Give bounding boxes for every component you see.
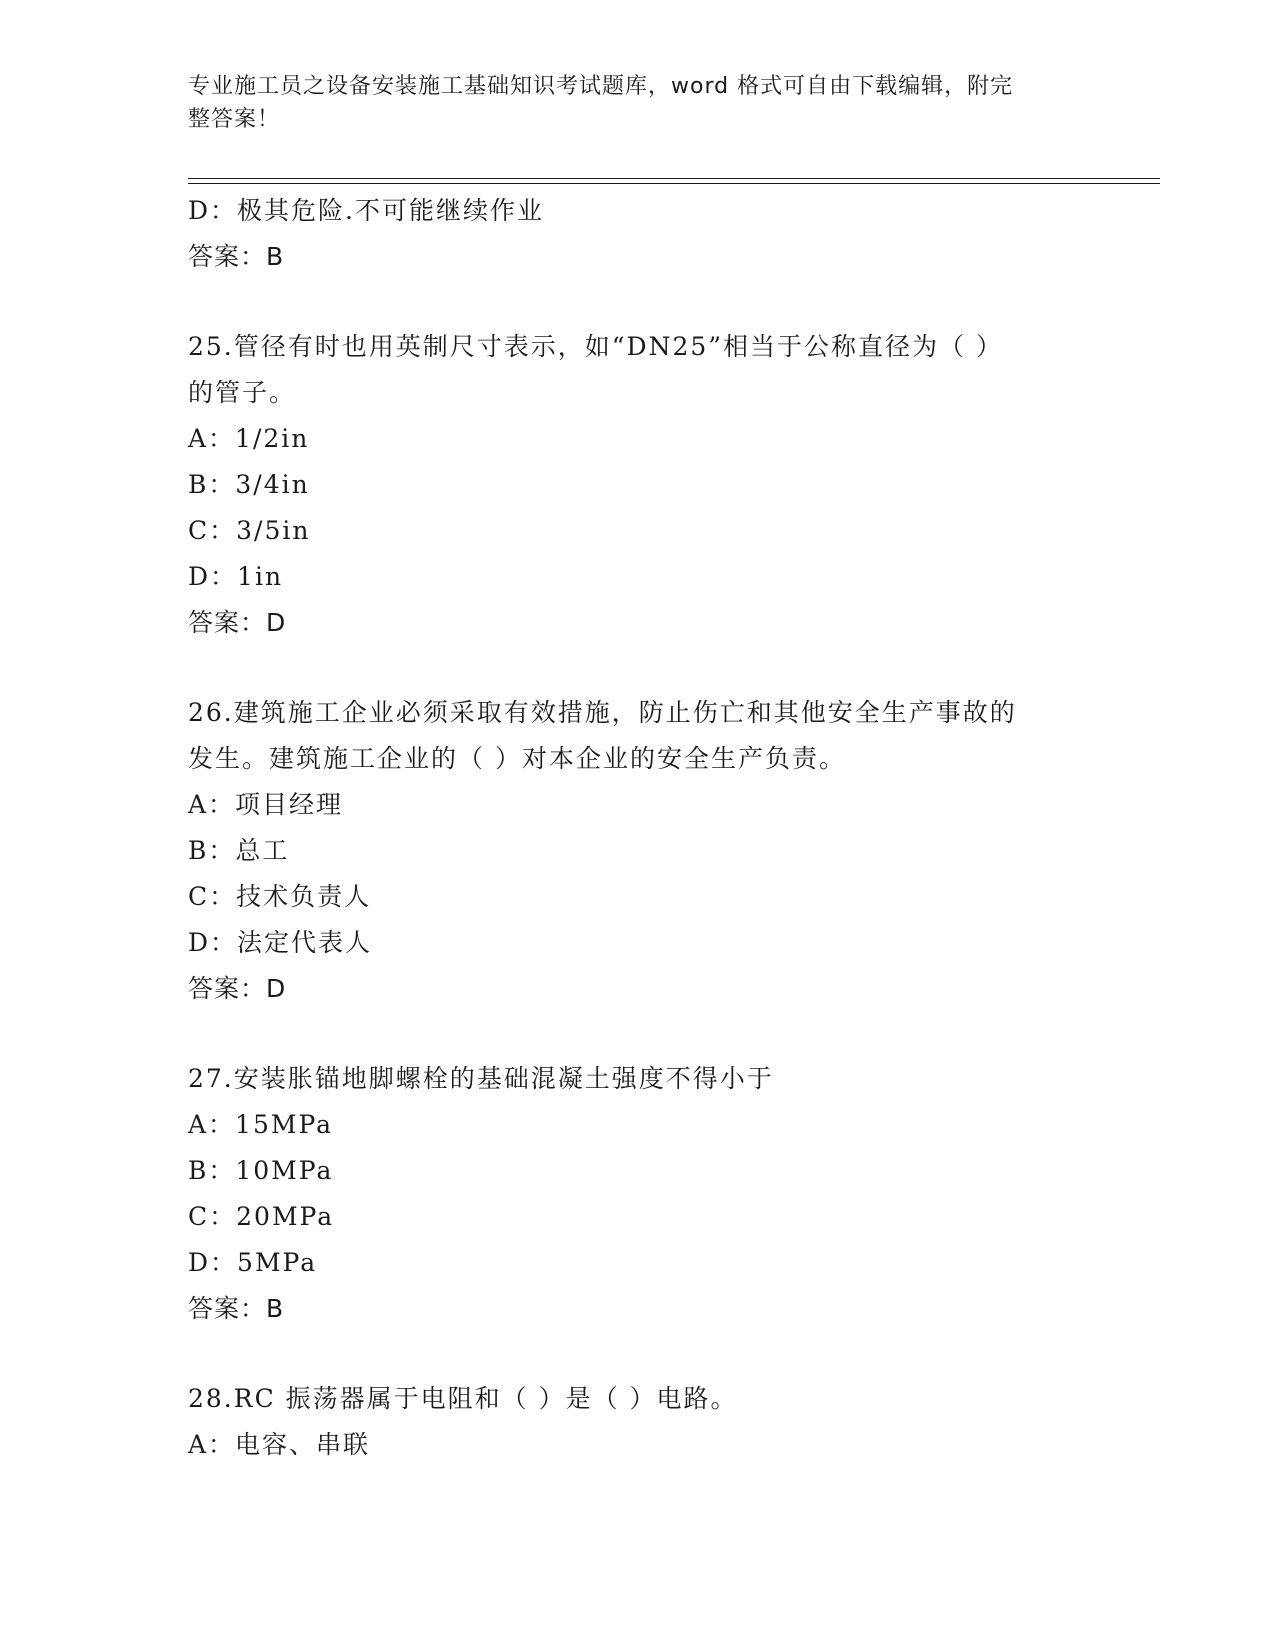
question-28: [188, 1376, 1088, 1468]
question-list: [188, 188, 1088, 1468]
option-a: A：项目经理: [188, 790, 344, 819]
option-a: A：1/2in: [188, 424, 310, 453]
option-d: D：1in: [188, 562, 284, 591]
answer: 答案：B: [188, 1294, 285, 1323]
option-c: C：3/5in: [188, 516, 311, 545]
question-24: [188, 188, 1088, 280]
question-stem-line-1: 26.建筑施工企业必须采取有效措施，防止伤亡和其他安全生产事故的: [188, 698, 1017, 727]
option-c: C：20MPa: [188, 1202, 335, 1231]
document-header: [188, 70, 1068, 136]
option-b: B：10MPa: [188, 1156, 334, 1185]
option-d: D：法定代表人: [188, 928, 373, 957]
header-line-2: 整答案！: [188, 107, 281, 132]
answer: 答案：D: [188, 974, 287, 1003]
option-d: D：5MPa: [188, 1248, 318, 1277]
question-stem-line-1: 27.安装胀锚地脚螺栓的基础混凝土强度不得小于: [188, 1064, 774, 1093]
option-b: B：总工: [188, 836, 290, 865]
question-26: [188, 690, 1088, 1012]
header-divider-bottom: [188, 183, 1160, 184]
option-b: B：3/4in: [188, 470, 310, 499]
answer: 答案：B: [188, 242, 285, 271]
option-a: A：电容、串联: [188, 1430, 371, 1459]
answer: 答案：D: [188, 608, 287, 637]
header-line-1: 专业施工员之设备安装施工基础知识考试题库，word 格式可自由下载编辑，附完: [188, 74, 1014, 99]
question-27: [188, 1056, 1088, 1332]
option-d: D：极其危险.不可能继续作业: [188, 196, 544, 225]
question-stem-line-1: 25.管径有时也用英制尺寸表示，如“DN25”相当于公称直径为（ ）: [188, 332, 1003, 361]
question-stem-line-2: 的管子。: [188, 378, 297, 407]
header-divider-top: [188, 178, 1160, 179]
question-25: [188, 324, 1088, 646]
option-c: C：技术负责人: [188, 882, 372, 911]
question-stem-line-2: 发生。建筑施工企业的（ ）对本企业的安全生产负责。: [188, 744, 846, 773]
question-stem-line-1: 28.RC 振荡器属于电阻和（ ）是（ ）电路。: [188, 1384, 738, 1413]
option-a: A：15MPa: [188, 1110, 334, 1139]
